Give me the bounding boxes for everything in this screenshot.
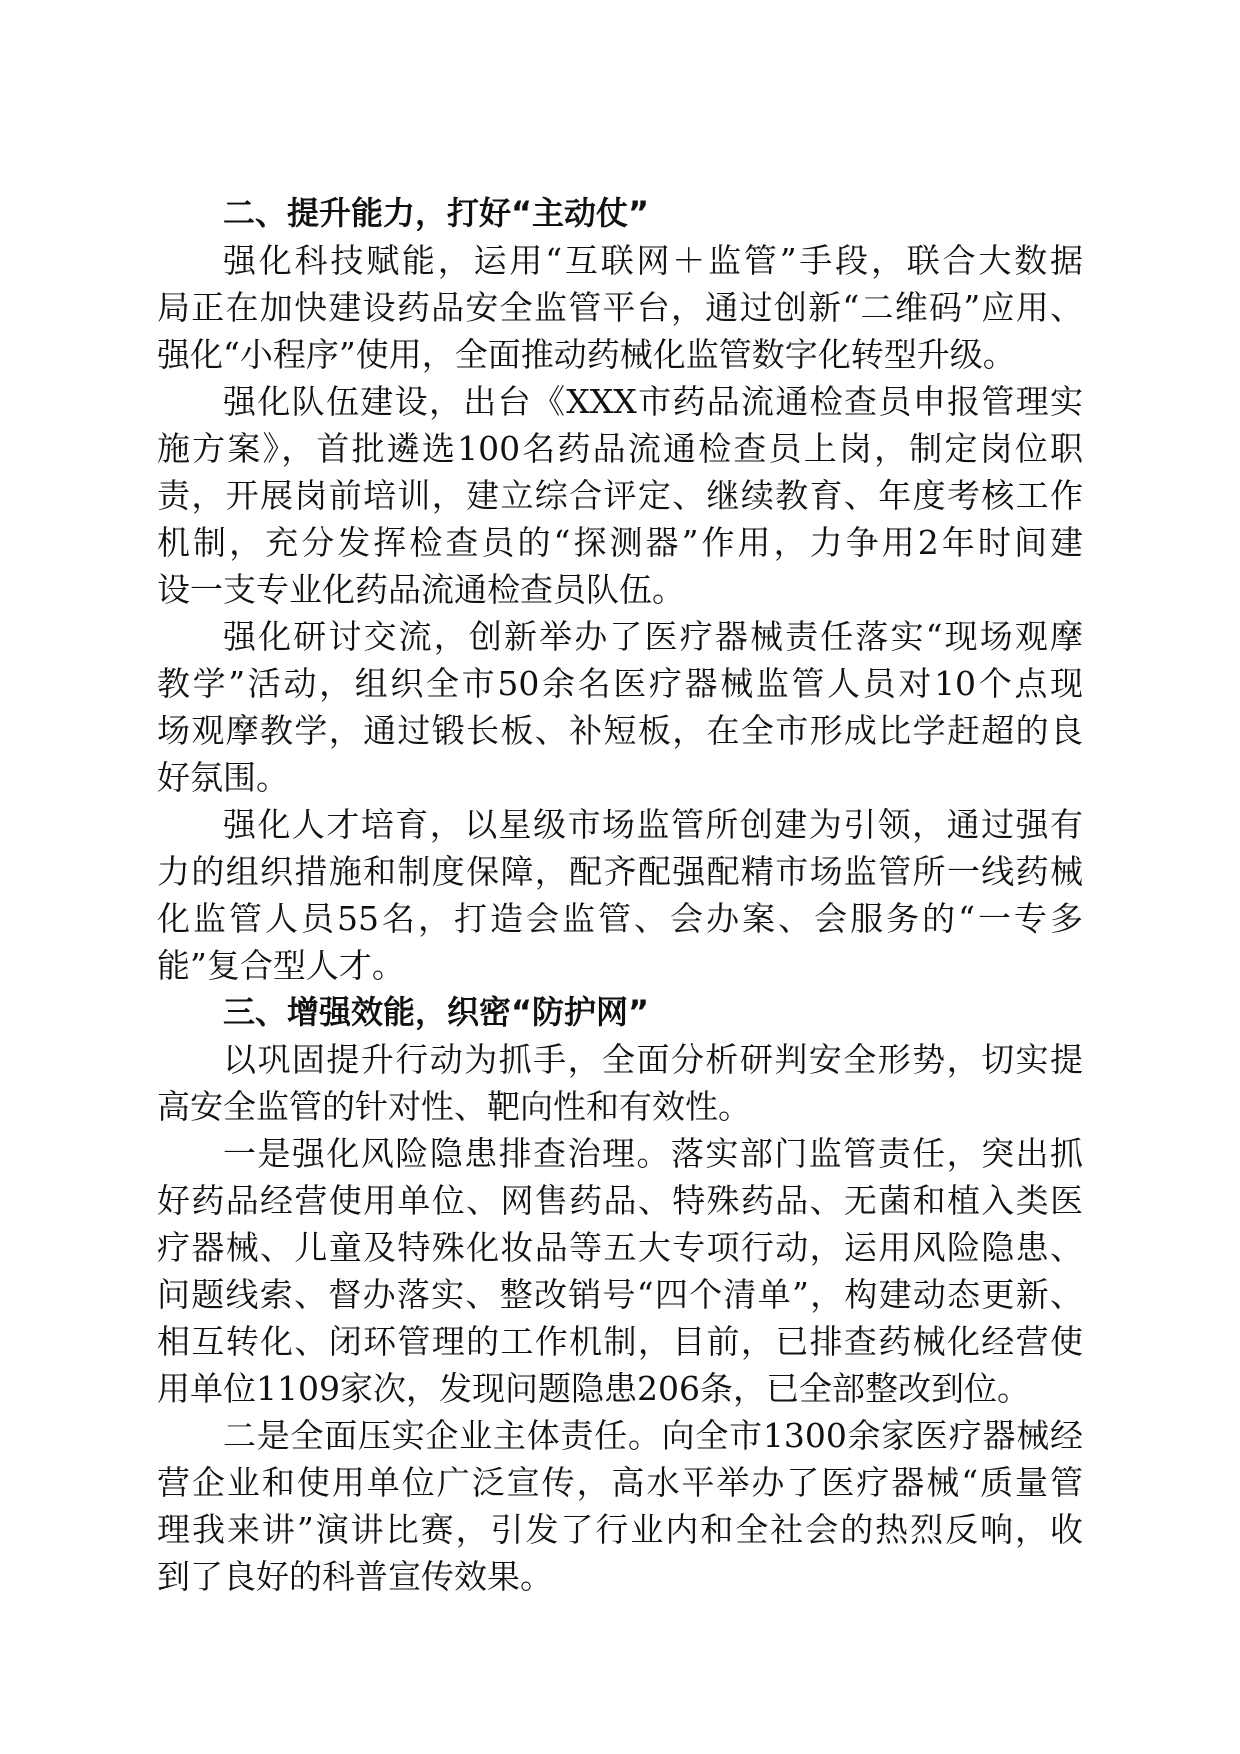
- paragraph-line: 一是强化风险隐患排查治理。落实部门监管责任，突出抓: [223, 1134, 1083, 1173]
- paragraph-line: 营企业和使用单位广泛宣传，高水平举办了医疗器械“质量管: [157, 1463, 1083, 1502]
- paragraph-line: 强化队伍建设，出台《XXX市药品流通检查员申报管理实: [223, 382, 1083, 421]
- paragraph-line: 相互转化、闭环管理的工作机制，目前，已排查药械化经营使: [157, 1322, 1083, 1361]
- paragraph-line: 问题线索、督办落实、整改销号“四个清单”，构建动态更新、: [157, 1275, 1083, 1314]
- paragraph-line: 强化“小程序”使用，全面推动药械化监管数字化转型升级。: [157, 335, 1016, 374]
- paragraph-line: 二是全面压实企业主体责任。向全市1300余家医疗器械经: [223, 1416, 1083, 1455]
- paragraph-line: 以巩固提升行动为抓手，全面分析研判安全形势，切实提: [223, 1040, 1083, 1079]
- paragraph-line: 用单位1109家次，发现问题隐患206条，已全部整改到位。: [157, 1369, 1030, 1408]
- section-heading: 二、提升能力，打好“主动仗”: [223, 194, 650, 232]
- paragraph-line: 强化研讨交流，创新举办了医疗器械责任落实“现场观摩: [223, 617, 1083, 656]
- paragraph-line: 疗器械、儿童及特殊化妆品等五大专项行动，运用风险隐患、: [157, 1228, 1083, 1267]
- paragraph-line: 场观摩教学，通过锻长板、补短板，在全市形成比学赶超的良: [157, 711, 1083, 750]
- paragraph-line: 强化科技赋能，运用“互联网＋监管”手段，联合大数据: [223, 241, 1083, 280]
- document-body: [157, 190, 1083, 1600]
- paragraph-line: 力的组织措施和制度保障，配齐配强配精市场监管所一线药械: [157, 852, 1083, 891]
- paragraph-line: 化监管人员55名，打造会监管、会办案、会服务的“一专多: [157, 899, 1083, 938]
- section-heading: 三、增强效能，织密“防护网”: [223, 993, 650, 1031]
- paragraph-line: 强化人才培育，以星级市场监管所创建为引领，通过强有: [223, 805, 1083, 844]
- paragraph-line: 责，开展岗前培训，建立综合评定、继续教育、年度考核工作: [157, 476, 1083, 515]
- paragraph-line: 教学”活动，组织全市50余名医疗器械监管人员对10个点现: [157, 664, 1083, 703]
- paragraph-line: 好药品经营使用单位、网售药品、特殊药品、无菌和植入类医: [157, 1181, 1083, 1220]
- paragraph-line: 设一支专业化药品流通检查员队伍。: [157, 570, 685, 609]
- paragraph-line: 能”复合型人才。: [157, 946, 405, 985]
- paragraph-line: 局正在加快建设药品安全监管平台，通过创新“二维码”应用、: [157, 288, 1083, 327]
- paragraph-line: 高安全监管的针对性、靶向性和有效性。: [157, 1087, 751, 1126]
- paragraph-line: 机制，充分发挥检查员的“探测器”作用，力争用2年时间建: [157, 523, 1083, 562]
- paragraph-line: 好氛围。: [157, 758, 289, 797]
- paragraph-line: 到了良好的科普宣传效果。: [157, 1557, 553, 1596]
- paragraph-line: 理我来讲”演讲比赛，引发了行业内和全社会的热烈反响，收: [157, 1510, 1083, 1549]
- paragraph-line: 施方案》，首批遴选100名药品流通检查员上岗，制定岗位职: [157, 429, 1083, 468]
